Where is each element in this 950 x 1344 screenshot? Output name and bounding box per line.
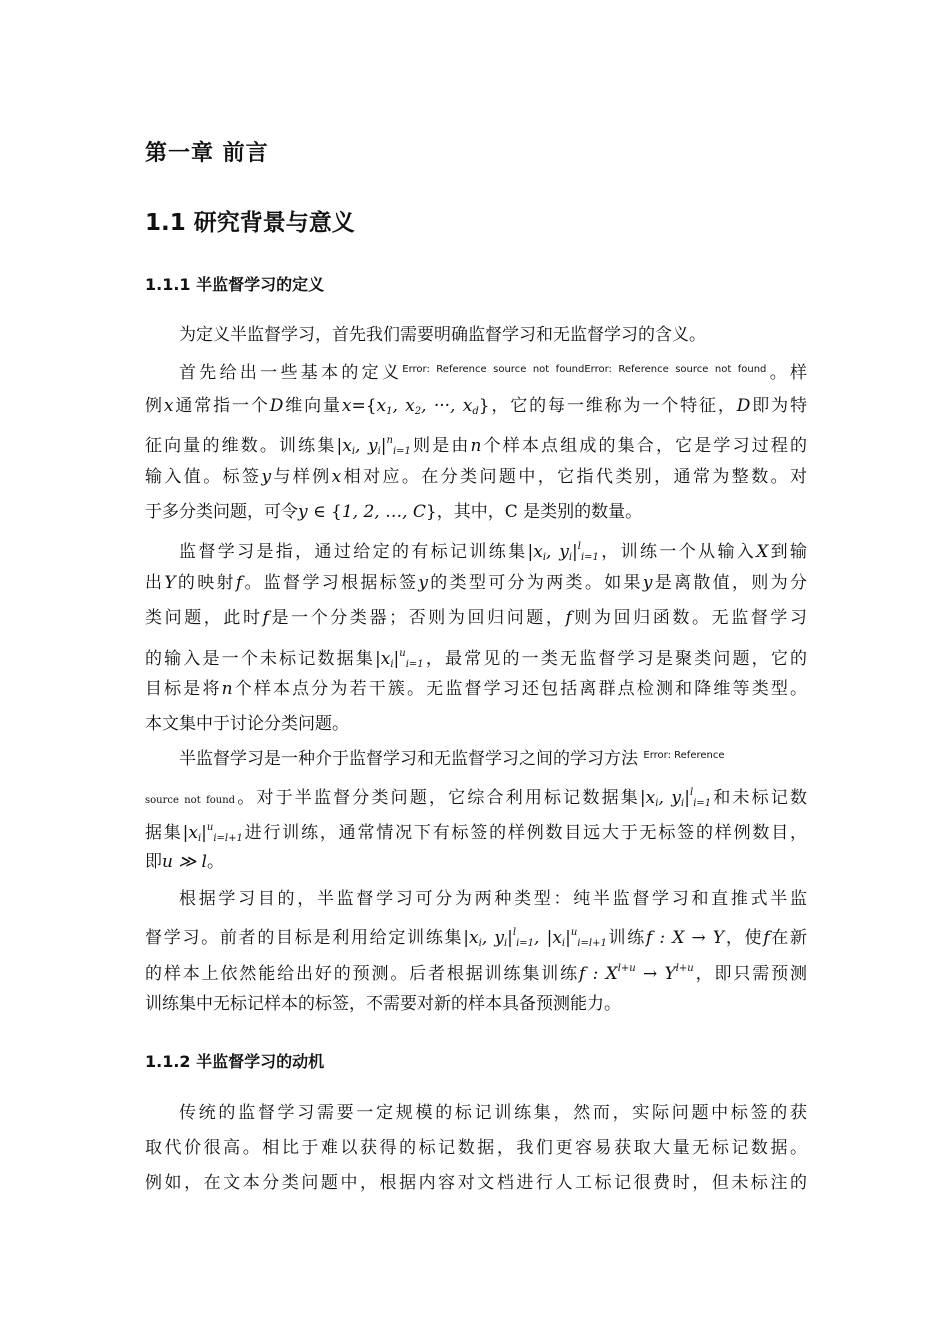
vector-formula: $x=\{x_1$, $x_2$, ···, $x_d$} (341, 396, 490, 417)
subsection-title-2: 1.1.2 半监督学习的动机 (145, 1052, 325, 1071)
paragraph-line: 类问题，此时f是一个分类器；否则为回归问题，f则为回归函数。无监督学习 (145, 608, 808, 628)
paragraph-line: 的输入是一个未标记数据集$|x_i|^u_{i=1}$，最常见的一类无监督学习是聚类问题，它的 (145, 648, 808, 670)
paragraph-line: 输入值。标签y与样例x相对应。在分类问题中，它指代类别，通常为整数。对 (145, 467, 808, 487)
paragraph-line: 监督学习是指，通过给定的有标记训练集$|x_i$, $y_i|^l_{i=1}$，训练一个从输入X到输 (179, 541, 808, 563)
unlabeled-set-formula: $|x_i|^u_{i=1}$ (375, 648, 424, 670)
unlabeled-set-formula: $|x_i|^u_{i=l+1}$ (182, 822, 243, 844)
paragraph-line: 出Y的映射f。监督学习根据标签y的类型可分为两类。如果y是离散值，则为分 (145, 573, 808, 593)
reference-error: Error: Reference source not foundError: Reference source not found (402, 364, 767, 375)
paragraph-line: 例如，在文本分类问题中，根据内容对文档进行人工标记很费时，但未标注的 (145, 1173, 807, 1193)
paragraph-line: 取代价很高。相比于难以获得的标记数据，我们更容易获取大量无标记数据。 (145, 1138, 807, 1158)
label-set-formula: y ∈ {1, 2, …, C} (298, 502, 437, 522)
labeled-set-formula: $|x_i$, $y_i|^l_{i=1}$ (527, 541, 599, 563)
section-title: 1.1 研究背景与意义 (145, 210, 355, 236)
training-set-formula: $|x_i$, $y_i|^n_{i=1}$ (336, 435, 411, 457)
subsection-title-1: 1.1.1 半监督学习的定义 (145, 275, 325, 294)
paragraph-line: 本文集中于讨论分类问题。 (145, 714, 349, 734)
paragraph-line: 训练集中无标记样本的标签，不需要对新的样本具备预测能力。 (145, 994, 621, 1014)
paragraph-line: 督学习。前者的目标是利用给定训练集$|x_i$, $y_i|^l_{i=1}$, $|x_i|^u_{i=l+1}$训练f : X → Y，使f在新 (145, 927, 808, 949)
transductive-formula: f : $X^{l+u} \to Y^{l+u}$ (579, 963, 694, 984)
chapter-title: 第一章 前言 (145, 141, 269, 166)
paragraph-line: 即u ≫ l。 (145, 852, 224, 872)
paragraph-line: 据集$|x_i|^u_{i=l+1}$进行训练，通常情况下有标签的样例数目远大于无标签的样例数目， (145, 822, 807, 844)
reference-error: Error: Reference (643, 750, 725, 761)
paragraph-line: 传统的监督学习需要一定规模的标记训练集，然而，实际问题中标签的获 (179, 1103, 807, 1123)
paragraph-line: 例x通常指一个D维向量$x=\{x_1$, $x_2$, ···, $x_d$}，它的每一维称为一个特征，D即为特 (145, 396, 808, 417)
labeled-set-formula: $|x_i$, $y_i|^l_{i=1}$ (639, 787, 712, 809)
paragraph-line: source not found。对于半监督分类问题，它综合利用标记数据集$|x_i$, $y_i|^l_{i=1}$和未标记数 (145, 787, 808, 809)
paragraph-line: 首先给出一些基本的定义$^{Error: Reference source not foundError: Reference source not found}$。样 (179, 363, 808, 383)
training-sets-formula: $|x_i$, $y_i|^l_{i=1}$, $|x_i|^u_{i=l+1}$ (463, 927, 607, 949)
paragraph-line: 根据学习目的，半监督学习可分为两种类型：纯半监督学习和直推式半监 (179, 889, 807, 909)
reference-error: source not found (145, 795, 236, 806)
paragraph-line: 为定义半监督学习，首先我们需要明确监督学习和无监督学习的含义。 (179, 325, 706, 345)
paragraph-line: 半监督学习是一种介于监督学习和无监督学习之间的学习方法 $^{Error: Reference}$ (179, 749, 725, 769)
paragraph-line: 目标是将n个样本点分为若干簇。无监督学习还包括离群点检测和降维等类型。 (145, 679, 807, 699)
paragraph-line: 征向量的维数。训练集$|x_i$, $y_i|^n_{i=1}$则是由n个样本点组成的集合，它是学习过程的 (145, 435, 807, 457)
paragraph-line: 的样本上依然能给出好的预测。后者根据训练集训练f : $X^{l+u} \to Y^{l+u}$，即只需预测 (145, 963, 807, 984)
paragraph-line: 于多分类问题，可令y ∈ {1, 2, …, C}，其中，C 是类别的数量。 (145, 502, 643, 522)
